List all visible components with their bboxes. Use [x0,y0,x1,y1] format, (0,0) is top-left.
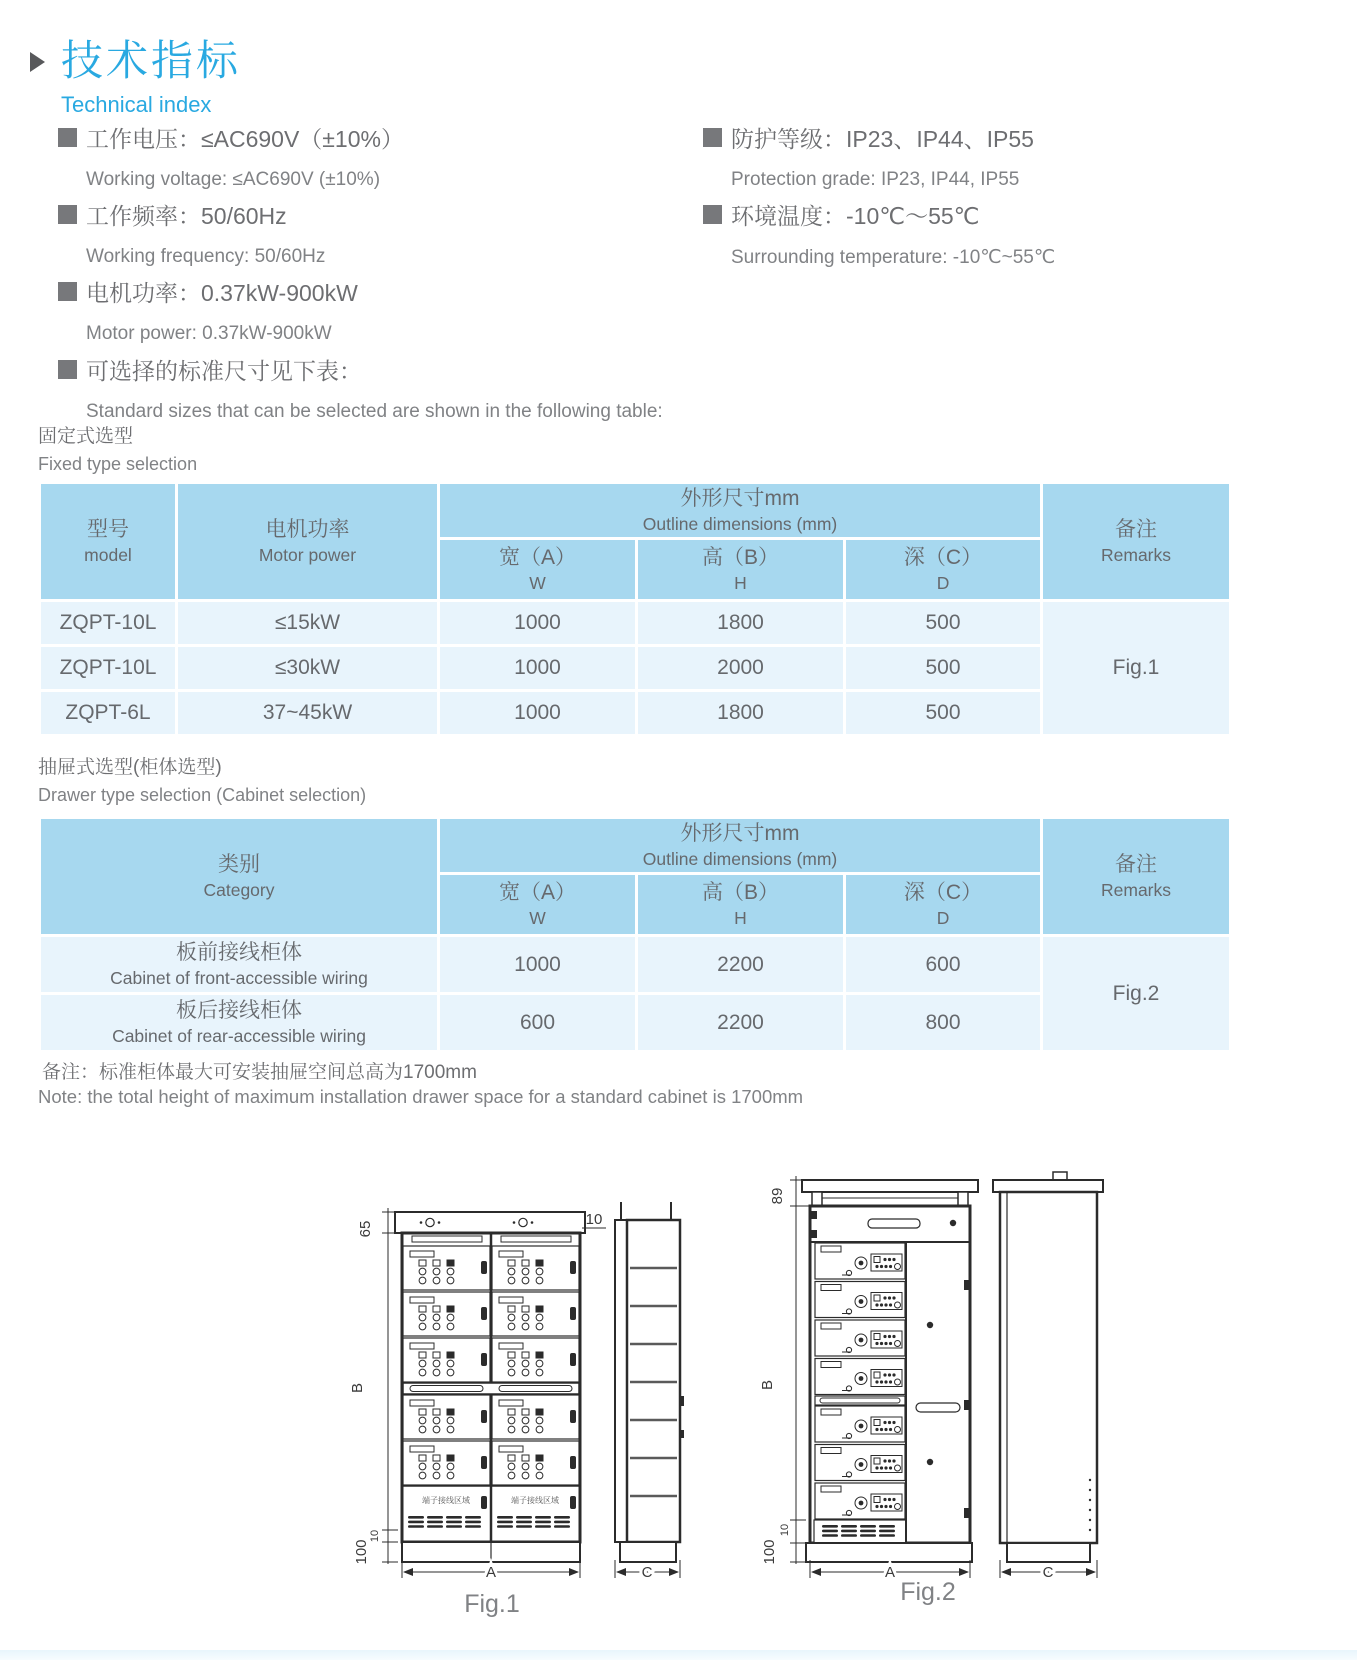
section-label-zh: 抽屉式选型(柜体选型) [38,757,222,778]
header-en: Remarks [1101,880,1172,901]
fig1-dimensions [382,1208,398,1564]
header-zh: 外形尺寸mm [680,486,800,510]
fig1-dim-gap: 10 [585,1211,603,1228]
fig2-dim-height: B [759,1379,776,1391]
cell-width: 1000 [439,646,637,691]
spec-standard-sizes [58,353,663,423]
note-zh: 备注：标准柜体最大可安装抽屉空间总高为1700mm [42,1062,477,1083]
spec-en-text: Motor power: 0.37kW-900kW [86,323,332,344]
drawer-selection-table [38,816,1232,1053]
col-header-height [637,539,845,601]
header-zh: 宽（A） [498,545,576,569]
cell-depth: 800 [845,994,1042,1052]
header-en: W [529,908,546,929]
col-header-outline-dimensions [439,483,1042,539]
col-header-outline-dimensions [439,818,1042,874]
spec-zh-text: 电机功率：0.37kW-900kW [86,280,358,306]
header-zh: 备注 [1115,517,1157,541]
cell-category-en: Cabinet of rear-accessible wiring [112,1026,366,1047]
header-zh: 型号 [87,517,129,541]
fig2-dim-vent: 10 [779,1523,791,1537]
fig1-terminal-area-label: 端子接线区域 [422,1496,470,1505]
spec-zh-text: 可选择的标准尺寸见下表： [86,358,362,384]
cell-width: 1000 [439,601,637,646]
header-zh: 电机功率 [265,517,350,541]
spec-surrounding-temperature [703,198,1055,269]
header-zh: 类别 [218,852,260,876]
col-header-depth [845,539,1042,601]
fig1-front-view [395,1212,585,1562]
cell-category-zh: 板后接线柜体 [176,998,302,1022]
spec-en-text: Working voltage: ≤AC690V (±10%) [86,169,381,190]
spec-en-text: Surrounding temperature: -10℃~55℃ [731,247,1056,268]
spec-working-frequency [58,198,325,268]
cell-remark: Fig.1 [1042,601,1231,736]
bullet-square-icon [703,128,722,147]
header-en: Remarks [1101,545,1172,566]
spec-zh-text: 工作电压：≤AC690V（±10%） [86,126,404,152]
header-en: H [734,908,747,929]
fig1-dim-base: 100 [353,1539,370,1565]
col-header-width [439,539,637,601]
header-en: D [936,573,950,594]
bullet-square-icon [58,205,77,224]
col-header-remarks [1042,483,1231,601]
col-header-height [637,874,845,936]
header-zh: 深（C） [903,545,983,569]
cell-height: 1800 [637,601,845,646]
bullet-square-icon [58,282,77,301]
header-en: model [84,545,132,566]
header-zh: 外形尺寸mm [680,821,800,845]
cell-height: 2000 [637,646,845,691]
fig1-terminal-area-label: 端子接线区域 [511,1496,559,1505]
cell-model: ZQPT-10L [40,601,177,646]
cell-category [40,936,439,994]
spec-en-text: Working frequency: 50/60Hz [86,246,326,267]
page-footer-strip [0,1650,1357,1660]
header-en: Category [203,880,275,901]
cell-depth: 500 [845,601,1042,646]
spec-working-voltage [58,121,404,191]
spec-zh-text: 环境温度：-10℃～55℃ [731,203,980,229]
section-label-en: Fixed type selection [38,454,198,474]
fig1-side-view [615,1202,684,1562]
drawer-selection-section-label [38,752,366,806]
cell-model: ZQPT-10L [40,646,177,691]
bullet-square-icon [58,360,77,379]
page-header [30,37,242,118]
header-zh: 宽（A） [498,880,576,904]
header-en: H [734,573,747,594]
fig1-dim-height: B [349,1382,366,1394]
fixed-selection-section-label [38,421,197,475]
fig2-front-view [802,1180,978,1562]
spec-motor-power [58,275,358,345]
header-en: Motor power [258,545,357,566]
section-arrow-icon [30,52,45,72]
table-row [40,936,1231,994]
col-header-motor-power [177,483,439,601]
spec-zh-text: 防护等级：IP23、IP44、IP55 [731,126,1034,152]
cell-width: 600 [439,994,637,1052]
note-en: Note: the total height of maximum installation drawer space for a standard cabinet is 1700mm [38,1086,804,1107]
col-header-width [439,874,637,936]
cell-power: 37~45kW [177,691,439,736]
fig1-dim-depth: C [641,1564,653,1581]
fig1-dim-vent: 10 [369,1529,381,1543]
header-zh: 高（B） [701,545,779,569]
page-subtitle: Technical index [61,92,212,117]
fig2-side-view [993,1172,1103,1562]
fig1-dim-top: 65 [357,1220,374,1238]
fig2-dimensions [790,1176,810,1564]
col-header-remarks [1042,818,1231,936]
spec-zh-text: 工作频率：50/60Hz [86,203,287,229]
fig2-dim-top: 89 [769,1187,786,1205]
fig2-dim-base: 100 [761,1539,778,1565]
cell-height: 1800 [637,691,845,736]
cell-width: 1000 [439,691,637,736]
header-en: D [936,908,950,929]
cell-category-en: Cabinet of front-accessible wiring [110,968,368,989]
header-en: Outline dimensions (mm) [642,514,838,535]
spec-en-text: Protection grade: IP23, IP44, IP55 [731,169,1020,190]
header-zh: 深（C） [903,880,983,904]
header-en: Outline dimensions (mm) [642,849,838,870]
section-label-en: Drawer type selection (Cabinet selection) [38,785,367,805]
header-zh: 高（B） [701,880,779,904]
fixed-selection-table [38,481,1232,737]
fig2-dim-width: A [884,1564,896,1581]
page-title: 技术指标 [61,37,242,84]
cell-power: ≤30kW [177,646,439,691]
fig1-caption: Fig.1 [464,1590,520,1618]
fig1-dim-width: A [485,1564,497,1581]
cell-height: 2200 [637,994,845,1052]
cell-category [40,994,439,1052]
bullet-square-icon [58,128,77,147]
bullet-square-icon [703,205,722,224]
fig2-caption: Fig.2 [900,1578,956,1606]
cell-model: ZQPT-6L [40,691,177,736]
cell-depth: 600 [845,936,1042,994]
header-zh: 备注 [1115,852,1157,876]
header-en: W [529,573,546,594]
cell-remark: Fig.2 [1042,936,1231,1052]
table-row [40,601,1231,646]
cell-height: 2200 [637,936,845,994]
cell-category-zh: 板前接线柜体 [176,940,302,964]
cell-depth: 500 [845,646,1042,691]
cell-power: ≤15kW [177,601,439,646]
col-header-depth [845,874,1042,936]
cell-depth: 500 [845,691,1042,736]
spec-en-text: Standard sizes that can be selected are shown in the following table: [86,401,663,422]
fig2-dim-depth: C [1042,1564,1054,1581]
col-header-category [40,818,439,936]
col-header-model [40,483,177,601]
cell-width: 1000 [439,936,637,994]
section-label-zh: 固定式选型 [38,426,134,447]
spec-protection-grade [703,121,1034,191]
figures-drawing [0,1100,1357,1660]
